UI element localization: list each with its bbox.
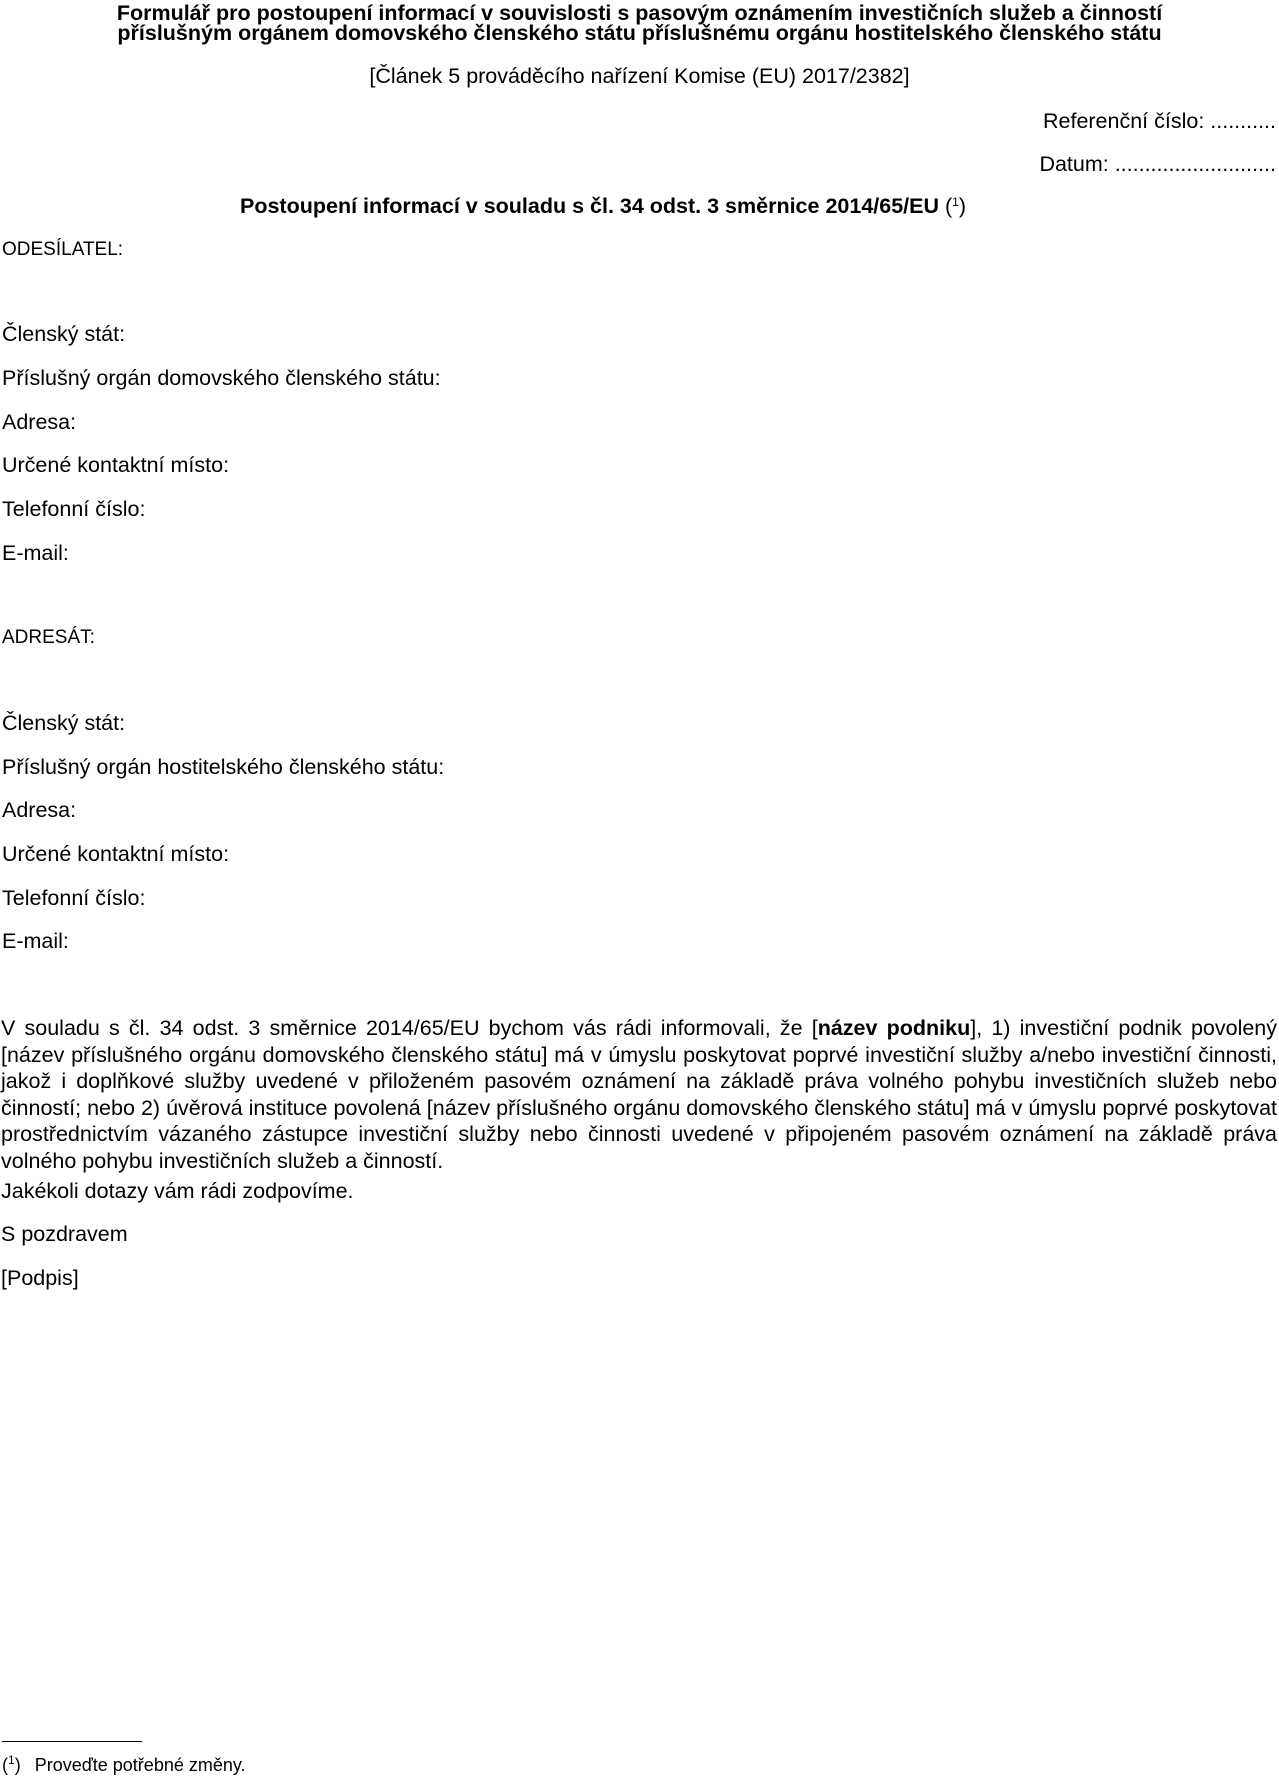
document-title-line1: Formulář pro postoupení informací v souvislosti s pasovým oznámením investičních služeb a činností [116, 1, 1163, 25]
document-title-line2: příslušným orgánem domovského členského státu příslušnému orgánu hostitelského členského státu [117, 21, 1162, 45]
recipient-member-state: Členský stát: [2, 711, 126, 735]
document-subtitle: [Článek 5 prováděcího nařízení Komise (EU) 2017/2382] [369, 64, 910, 88]
recipient-label: ADRESÁT: [2, 627, 95, 648]
sender-phone: Telefonní číslo: [2, 497, 146, 521]
sender-authority: Příslušný orgán domovského členského státu: [2, 366, 441, 390]
date-field: Datum: ........................... [1039, 152, 1276, 176]
section-heading [240, 194, 966, 219]
sender-label: ODESÍLATEL: [2, 239, 124, 260]
footnote-text: Proveďte potřebné změny. [34, 1755, 246, 1775]
recipient-authority: Příslušný orgán hostitelského členského státu: [2, 755, 445, 779]
footnote-marker: ($^1$) [2, 1753, 21, 1775]
recipient-address: Adresa: [2, 798, 77, 822]
questions-line: Jakékoli dotazy vám rádi zodpovíme. [1, 1179, 354, 1203]
recipient-email: E-mail: [2, 929, 69, 953]
sender-member-state: Členský stát: [2, 322, 126, 346]
footnote [2, 1753, 246, 1776]
recipient-phone: Telefonní číslo: [2, 886, 146, 910]
company-name-placeholder: název podniku [817, 1016, 971, 1040]
section-heading-text: Postoupení informací v souladu s čl. 34 odst. 3 směrnice 2014/65/EU [240, 194, 940, 218]
reference-number: Referenční číslo: ........... [1042, 109, 1276, 133]
footnote-reference[interactable]: ($^1$) [945, 194, 967, 218]
signature-placeholder: [Podpis] [1, 1266, 79, 1290]
body-paragraph: V souladu s čl. 34 odst. 3 směrnice 2014/65/EU bychom vás rádi informovali, že [název podniku], 1) investiční podnik povolený [název příslušného orgánu domovského členského státu] má v úmyslu poskytovat poprvé investiční služby a/nebo investiční činnosti, jakož i doplňkové služby uvedené v přiloženém pasovém oznámení na základě práva volného pohybu investičních služeb nebo činností; nebo 2) úvěrová instituce povolená [název příslušného orgánu domovského členského státu] má v úmyslu poprvé poskytovat prostřednictvím vázaného zástupce investiční služby nebo činnosti uvedené v připojeném pasovém oznámení na základě práva volného pohybu investičních služeb a činností. [1, 1016, 1278, 1173]
sender-email: E-mail: [2, 541, 69, 565]
footnote-divider [2, 1741, 142, 1742]
recipient-contact-point: Určené kontaktní místo: [2, 842, 230, 866]
sender-contact-point: Určené kontaktní místo: [2, 453, 230, 477]
closing-line: S pozdravem [1, 1222, 128, 1246]
sender-address: Adresa: [2, 410, 77, 434]
